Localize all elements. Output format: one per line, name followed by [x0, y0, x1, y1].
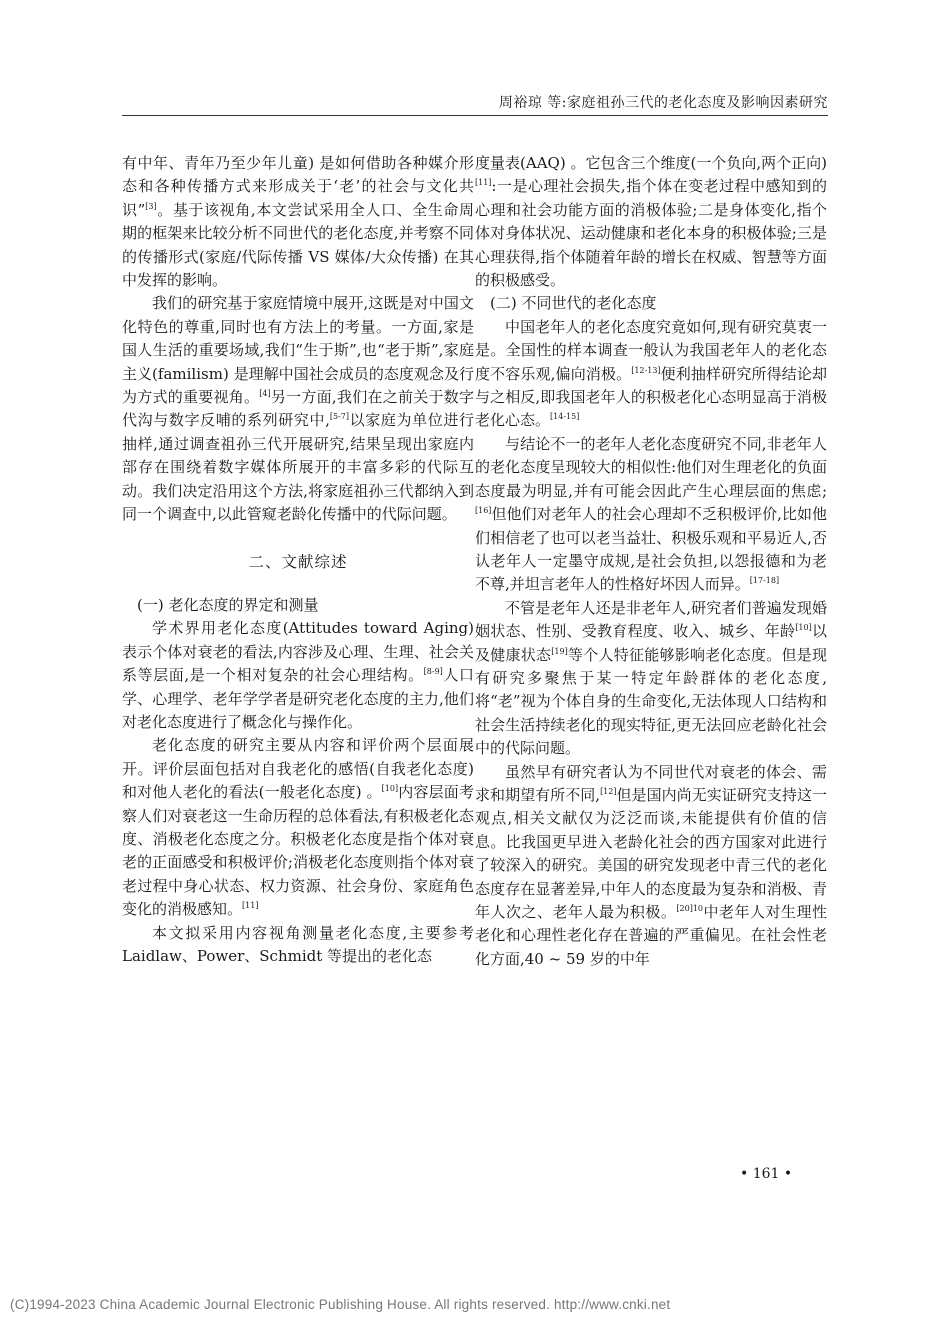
paragraph: 老化态度的研究主要从内容和评价两个层面展开。评价层面包括对自我老化的感悟(自我老化态度) 和对他人老化的看法(一般老化态度) 。[10]内容层面考察人们对衰老这一生命历程的总体看法,有积极老化态度、消极老化态度之分。积极老化态度是指个体对衰老的正面感受和积极评价;消极老化态度则指个体对衰老过程中身心状态、权力资源、社会身份、家庭角色变化的消极感知。[11] — [122, 736, 474, 919]
copyright-footer: (C)1994-2023 China Academic Journal Electronic Publishing House. All rights reserved. http://www.cnki.net — [10, 1297, 671, 1312]
paragraph: 不管是老年人还是非老年人,研究者们普遍发现婚姻状态、性别、受教育程度、收入、城乡、年龄[10]以及健康状态[19]等个人特征能够影响老化态度。但是现有研究多聚焦于某一特定年龄群体的老化态度,将“老”视为个体自身的生命变化,无法体现人口结构和社会生活持续老化的现实特征,更无法回应老龄化社会中的代际问题。 — [475, 598, 827, 758]
left-column — [122, 152, 474, 968]
citation: [17-18] — [749, 576, 780, 586]
section-heading: 二、文献综述 — [248, 552, 348, 571]
citation: [11] — [242, 901, 259, 911]
paragraph: 虽然早有研究者认为不同世代对衰老的体会、需求和期望有所不同,[12]但是国内尚无实证研究支持这一观点,相关文献仅为泛泛而谈,未能提供有价值的信息。比我国更早进入老龄化社会的西方国家对此进行了较深入的研究。美国的研究发现老中青三代的老化态度存在显著差异,中年人的态度最为复杂和消极、青年人次之、老年人最为积极。$^{[20]10}$中老年人对生理性老化和心理性老化存在普遍的严重偏见。在社会性老化方面,40 ~ 59 岁的中年 — [475, 762, 827, 968]
right-column — [475, 152, 827, 971]
running-header: 周裕琼 等:家庭祖孙三代的老化态度及影响因素研究 — [498, 95, 828, 111]
citation: [10] — [381, 784, 399, 794]
citation: [14-15] — [550, 412, 580, 422]
citation: [19] — [551, 646, 568, 656]
citation: [4] — [259, 389, 271, 399]
citation: [8-9] — [423, 667, 443, 677]
paragraph: 度量表(AAQ) 。它包含三个维度(一个负向,两个正向)[11]:一是心理社会损失,指个体在变老过程中感知到的心理和社会功能方面的消极体验;二是身体变化,指个体对身体状况、运动健康和老化本身的积极体验;三是心理获得,指个体随着年龄的增长在权威、智慧等方面的积极感受。 — [475, 154, 827, 290]
citation: [12-13] — [631, 365, 661, 375]
citation: [16] — [475, 506, 492, 516]
citation: [12] — [600, 786, 617, 796]
citation: [20]10 — [676, 904, 704, 913]
citation: [11] — [475, 178, 492, 188]
paragraph: 有中年、青年乃至少年儿童) 是如何借助各种媒介形态和各种传播方式来形成关于‘老’的社会与文化共识”[3]。基于该视角,本文尝试采用全人口、全生命周期的框架来比较分析不同世代的老化态度,并考察不同的传播形式(家庭/代际传播 VS 媒体/大众传播) 在其中发挥的影响。 — [122, 154, 474, 290]
paragraph: 我们的研究基于家庭情境中展开,这既是对中国文化特色的尊重,同时也有方法上的考量。一方面,家是国人生活的重要场域,我们“生于斯”,也“老于斯”,家庭主义(familism) 是理解中国社会成员的态度观念及行为方式的重要视角。[4]另一方面,我们在之前关于数字代沟与数字反哺的系列研究中,[5-7]以家庭为单位进行抽样,通过调查祖孙三代开展研究,结果呈现出家庭内部存在围绕着数字媒体所展开的丰富多彩的代际互动。我们决定沿用这个方法,将家庭祖孙三代都纳入到同一个调查中,以此管窥老龄化传播中的代际问题。 — [122, 294, 474, 524]
citation: [5-7] — [329, 412, 349, 422]
citation: [10] — [795, 623, 812, 633]
paragraph: 本文拟采用内容视角测量老化态度,主要参考 Laidlaw、Power、Schmidt 等提出的老化态 — [122, 923, 474, 965]
paragraph: 中国老年人的老化态度究竟如何,现有研究莫衷一是。全国性的样本调查一般认为我国老年人的老化态度不容乐观,偏向消极。[12-13]便利抽样研究所得结论却与之相反,即我国老年人的积极老化心态明显高于消极老化心态。[14-15] — [475, 317, 827, 430]
subsection-heading: (二) 不同世代的老化态度 — [490, 294, 657, 313]
paragraph: 与结论不一的老年人老化态度研究不同,非老年人的老化态度呈现较大的相似性:他们对生理老化的负面态度最为明显,并有可能会因此产生心理层面的焦虑;[16]但他们对老年人的社会心理却不乏积极评价,比如他们相信老了也可以老当益壮、积极乐观和平易近人,否认老年人一定墨守成规,是社会负担,以怨报德和为老不尊,并坦言老年人的性格好坏因人而异。[17-18] — [475, 434, 827, 594]
paragraph: 学术界用老化态度(Attitudes toward Aging) 表示个体对衰老的看法,内容涉及心理、生理、社会关系等层面,是一个相对复杂的社会心理结构。[8-9]人口学、心理学、老年学学者是研究老化态度的主力,他们对老化态度进行了概念化与操作化。 — [122, 619, 474, 731]
subsection-heading: (一) 老化态度的界定和测量 — [137, 595, 319, 614]
header-rule — [122, 115, 828, 116]
citation: [3] — [145, 201, 157, 211]
page-number: • 161 • — [740, 1166, 793, 1182]
